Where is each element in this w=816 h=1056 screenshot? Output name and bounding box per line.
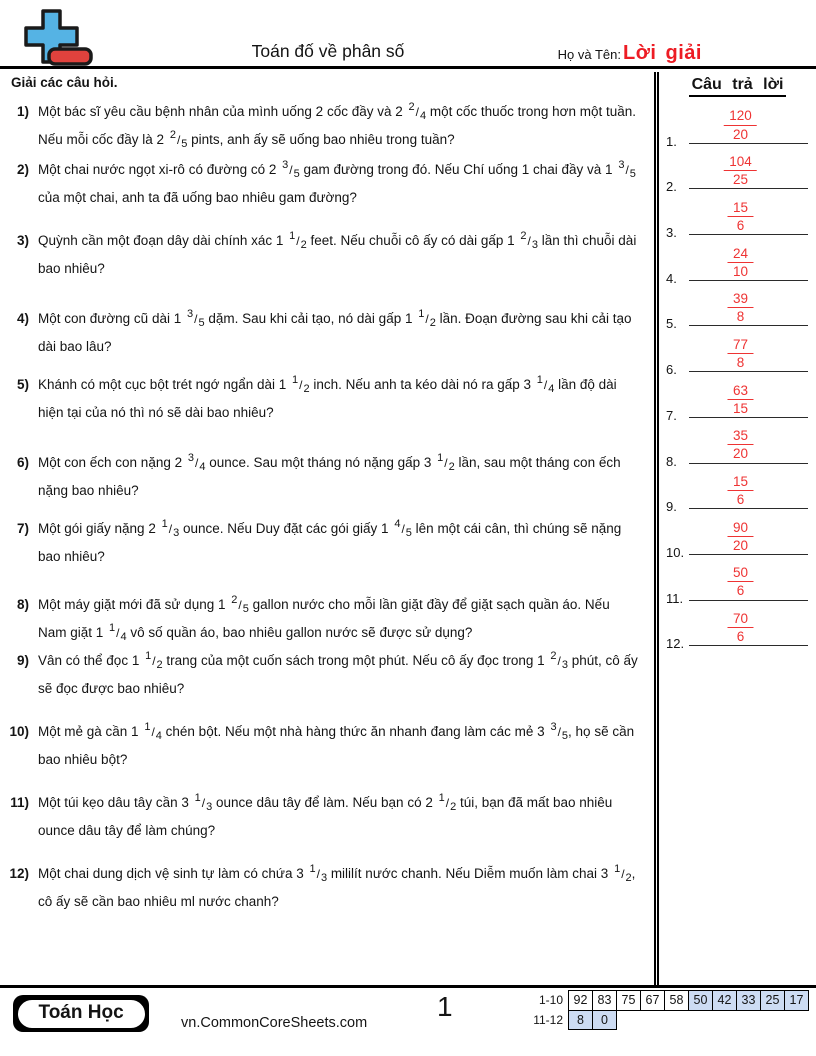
score-row-2 — [533, 1010, 808, 1030]
answer-number: 12. — [666, 636, 685, 652]
score-row-1 — [533, 991, 808, 1011]
inline-fraction: $^2/_5$ — [169, 128, 188, 150]
inline-fraction: $^1/_2$ — [438, 792, 457, 813]
name-block — [558, 42, 702, 65]
inline-fraction: $^2/_4$ — [408, 101, 427, 122]
instructions: Giải các câu hỏi. — [11, 75, 118, 90]
page-title: Toán đố về phân số — [251, 41, 405, 61]
answer-fraction: $\frac{63}{15}$ — [728, 383, 753, 416]
score-cell: 83 — [593, 991, 617, 1011]
inline-fraction: $^2/_5$ — [231, 594, 249, 615]
question-number: 8) — [16, 597, 29, 612]
header — [0, 0, 816, 69]
question-5 — [0, 372, 654, 426]
question-9 — [0, 648, 654, 702]
answer-fraction: $\frac{50}{6}$ — [728, 565, 753, 598]
question-text: Một bác sĩ yêu cầu bệnh nhân của mình uống 2 cốc đầy và 2 $^2/_4$ một cốc thuốc trong hơn một tuần. Nếu mỗi cốc đầy là 2 $^2/_5$ pints, anh ấy sẽ uống bao nhiêu trong tuần? — [38, 99, 654, 154]
answer-key-label: Lời giải — [622, 42, 702, 64]
name-label: Họ và Tên: — [557, 47, 621, 62]
question-text: Một gói giấy nặng 2 $^1/_3$ ounce. Nếu Duy đặt các gói giấy 1 $^4/_5$ lên một cái cân, thì chúng sẽ nặng bao nhiêu? — [38, 518, 622, 564]
answer-fraction: $\frac{70}{6}$ — [728, 611, 753, 644]
answer-fraction: $\frac{24}{10}$ — [728, 246, 753, 279]
question-text: Vân có thể đọc 1 $^1/_2$ trang của một cuốn sách trong một phút. Nếu cô ấy đọc trong 1 $^2/_3$ phút, cô ấy sẽ đọc được bao nhiêu? — [38, 650, 638, 696]
question-text: Một chai dung dịch vệ sinh tự làm có chứa 3 $^1/_3$ mililít nước chanh. Nếu Diễm muốn làm chai 3 $^1/_2$, cô ấy sẽ cần bao nhiêu ml nước chanh? — [38, 863, 636, 909]
question-text: Khánh có một cục bột trét ngớ ngẩn dài 1 $^1/_2$ inch. Nếu anh ta kéo dài nó ra gấp 3 $^1/_4$ lần độ dài hiện tại của nó thì nó sẽ dài bao nhiêu? — [38, 374, 617, 420]
score-row-label: 1-10 — [538, 993, 563, 1008]
inline-fraction: $^1/_2$ — [292, 374, 310, 395]
answer-row-4 — [663, 241, 812, 287]
answer-row-3 — [663, 195, 812, 241]
answer-number: 6. — [666, 362, 677, 378]
question-number: 1) — [16, 104, 29, 119]
answer-row-2 — [663, 150, 812, 196]
answer-row-7 — [663, 378, 812, 424]
inline-fraction: $^1/_2$ — [418, 308, 436, 329]
inline-fraction: $^1/_2$ — [437, 452, 455, 473]
inline-fraction: $^1/_4$ — [144, 721, 162, 742]
inline-fraction: $^4/_5$ — [394, 518, 412, 539]
score-cell: 42 — [713, 991, 737, 1011]
question-7 — [0, 516, 654, 570]
answer-blank[interactable] — [689, 325, 808, 326]
inline-fraction: $^1/_4$ — [536, 374, 555, 395]
question-number: 12) — [9, 866, 29, 881]
answer-number: 3. — [666, 225, 677, 241]
question-number: 9) — [16, 653, 29, 668]
answer-number: 2. — [666, 179, 677, 195]
inline-fraction: $^1/_2$ — [145, 650, 163, 671]
answer-row-6 — [663, 332, 812, 378]
score-cell: 25 — [761, 991, 785, 1011]
question-8 — [0, 592, 654, 647]
score-cell: 92 — [569, 991, 593, 1011]
answer-blank[interactable] — [689, 600, 808, 601]
answer-number: 9. — [666, 499, 677, 515]
answer-blank[interactable] — [689, 554, 808, 555]
inline-fraction: $^3/_4$ — [187, 452, 206, 473]
answer-fraction: $\frac{15}{6}$ — [728, 200, 753, 233]
question-text: Quỳnh cần một đoạn dây dài chính xác 1 $^1/_2$ feet. Nếu chuỗi cô ấy có dài gấp 1 $^2/_3$ lần thì chuỗi dài bao nhiêu? — [38, 230, 637, 276]
answer-fraction: $\frac{90}{20}$ — [728, 520, 753, 553]
page-number: 1 — [437, 991, 453, 1022]
score-cell: 58 — [665, 991, 689, 1011]
answer-row-12 — [663, 607, 812, 653]
answer-fraction: $\frac{104}{25}$ — [724, 154, 757, 187]
answer-fraction: $\frac{120}{20}$ — [724, 108, 757, 141]
answer-fraction: $\frac{39}{8}$ — [728, 291, 753, 324]
answer-number: 4. — [666, 270, 677, 286]
answer-row-5 — [663, 287, 812, 333]
answer-number: 11. — [666, 590, 684, 606]
answer-number: 5. — [666, 316, 677, 332]
answer-row-8 — [663, 424, 812, 470]
inline-fraction: $^2/_3$ — [520, 230, 538, 251]
answer-row-1 — [663, 104, 812, 150]
subject-badge — [13, 995, 149, 1032]
score-cell: 75 — [617, 991, 641, 1011]
score-cell: 67 — [641, 991, 665, 1011]
answers-title: Câu trả lời — [689, 76, 787, 97]
answer-row-10 — [663, 515, 812, 561]
question-text: Một con ếch con nặng 2 $^3/_4$ ounce. Sau một tháng nó nặng gấp 3 $^1/_2$ lần, sau một tháng con ếch nặng bao nhiêu? — [38, 452, 621, 498]
inline-fraction: $^1/_3$ — [309, 863, 328, 884]
inline-fraction: $^1/_4$ — [109, 621, 127, 643]
question-3 — [0, 228, 654, 282]
question-number: 11) — [10, 795, 29, 810]
question-2 — [0, 157, 654, 211]
question-number: 2) — [16, 162, 29, 177]
question-1 — [0, 99, 654, 154]
score-cell: 50 — [689, 991, 713, 1011]
inline-fraction: $^1/_3$ — [194, 792, 213, 813]
score-table — [533, 990, 809, 1030]
answers-column — [654, 72, 816, 985]
inline-fraction: $^2/_3$ — [550, 650, 568, 671]
plus-minus-icon — [16, 8, 96, 73]
answer-number: 1. — [666, 133, 677, 149]
question-6 — [0, 450, 654, 504]
inline-fraction: $^3/_5$ — [186, 308, 205, 329]
answer-blank[interactable] — [689, 280, 808, 281]
question-12 — [0, 861, 654, 915]
question-text: Một con đường cũ dài 1 $^3/_5$ dặm. Sau khi cải tạo, nó dài gấp 1 $^1/_2$ lần. Đoạn đường sau khi cải tạo dài bao lâu? — [38, 308, 632, 354]
website-text: vn.CommonCoreSheets.com — [181, 1015, 368, 1031]
question-text: Một mẻ gà cần 1 $^1/_4$ chén bột. Nếu một nhà hàng thức ăn nhanh đang làm các mẻ 3 $^3/_5$, họ sẽ cần bao nhiêu bột? — [38, 721, 635, 767]
questions-column — [0, 72, 654, 985]
answer-blank[interactable] — [689, 143, 808, 144]
answer-number: 10. — [666, 544, 685, 560]
answer-blank[interactable] — [689, 463, 808, 464]
subject-badge-label: Toán Học — [17, 999, 146, 1029]
answer-fraction: $\frac{15}{6}$ — [728, 474, 753, 507]
question-10 — [0, 719, 654, 773]
answer-blank[interactable] — [689, 417, 808, 418]
answer-number: 8. — [666, 453, 677, 469]
inline-fraction: $^1/_2$ — [614, 863, 632, 884]
score-row-label: 11-12 — [533, 1012, 563, 1027]
score-cell: 33 — [737, 991, 761, 1011]
inline-fraction: $^3/_5$ — [282, 159, 300, 180]
score-cell: 8 — [569, 1010, 593, 1030]
inline-fraction: $^3/_5$ — [618, 159, 636, 180]
inline-fraction: $^3/_5$ — [550, 721, 569, 742]
score-cell: 0 — [593, 1010, 617, 1030]
answer-blank[interactable] — [689, 508, 808, 509]
answer-fraction: $\frac{77}{8}$ — [728, 337, 753, 370]
question-number: 4) — [16, 311, 29, 326]
question-number: 6) — [16, 455, 29, 470]
answer-number: 7. — [666, 407, 677, 423]
score-cell: 17 — [785, 991, 809, 1011]
answer-blank[interactable] — [689, 371, 808, 372]
inline-fraction: $^1/_3$ — [161, 518, 180, 539]
question-number: 10) — [9, 724, 29, 739]
question-text: Một chai nước ngọt xi-rô có đường có 2 $^3/_5$ gam đường trong đó. Nếu Chí uống 1 chai đầy và 1 $^3/_5$ của một chai, anh ta đã uống bao nhiêu gam đường? — [38, 159, 636, 205]
question-text: Một túi kẹo dâu tây cần 3 $^1/_3$ ounce dâu tây để làm. Nếu bạn có 2 $^1/_2$ túi, bạn đã mất bao nhiêu ounce dâu tây để làm chúng? — [38, 792, 613, 838]
inline-fraction: $^1/_2$ — [289, 230, 307, 251]
answer-row-11 — [663, 561, 812, 607]
answer-row-9 — [663, 470, 812, 516]
question-number: 7) — [16, 521, 29, 536]
question-number: 3) — [16, 233, 29, 248]
answer-blank[interactable] — [689, 645, 808, 646]
answer-blank[interactable] — [689, 188, 808, 189]
answer-fraction: $\frac{35}{20}$ — [728, 428, 753, 461]
question-11 — [0, 790, 654, 844]
question-4 — [0, 306, 654, 360]
footer — [0, 985, 816, 1056]
question-number: 5) — [16, 377, 29, 392]
answer-blank[interactable] — [689, 234, 808, 235]
question-text: Một máy giặt mới đã sử dụng 1 $^2/_5$ gallon nước cho mỗi lần giặt đầy để giặt sạch quần áo. Nếu Nam giặt 1 $^1/_4$ vô số quần áo, bao nhiêu gallon nước sẽ được sử dụng? — [38, 592, 654, 647]
